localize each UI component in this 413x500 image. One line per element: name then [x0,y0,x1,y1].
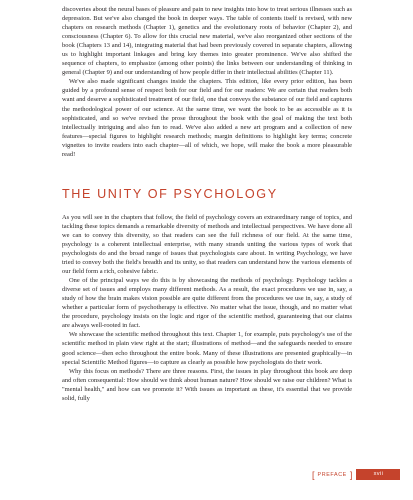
page-number: xvii [356,469,400,480]
running-footer-label: PREFACE [317,471,347,478]
bracket-right-icon: ] [349,469,353,480]
body-text-column [62,5,352,403]
paragraph: We showcase the scientific method throughout this text. Chapter 1, for example, puts psychology's use of the scientific method in plain view right at the start; illustrations of method—and the safeguards needed to ensure good science—then echo throughout the entire book. Many of these illustrations are presented graphically—in special Scientific Method figures—to capture as clearly as possible how psychologists do their work. [62,331,352,366]
paragraph: discoveries about the neural bases of pleasure and pain to new insights into how to treat serious illnesses such as depression. But we've also changed the book in deeper ways. The table of contents itself is revised, with new chapters on research methods (Chapter 1), genetics and the evolutionary roots of behavior (Chapter 2), and consciousness (Chapter 6). To allow for this crucial new material, we've also reorganized other sections of the book (Chapters 13 and 14), integrating material that had been previously covered in separate chapters, allowing us to highlight important linkages and bring key themes into greater prominence. We've also shifted the sequence of chapters, to emphasize (among other points) the links between our understanding of thinking in general (Chapter 9) and our understanding of how people differ in their intellectual abilities (Chapter 11). [62,6,352,77]
section-heading: THE UNITY OF PSYCHOLOGY [62,186,278,201]
paragraph: One of the principal ways we do this is by showcasing the methods of psychology. Psychology tackles a diverse set of issues and employs many different methods. As a result, the exact procedures we use in, say, a study of how the brain makes vision possible are quite different from the procedures we use in, say, a study of whether a particular form of psychotherapy is effective. No matter what the issue, though, and no matter what the procedure, psychology insists on the logic and rigor of the scientific method, guaranteeing that our claims are always well-rooted in fact. [62,277,352,330]
paragraph: We've also made significant changes inside the chapters. This edition, like every prior edition, has been guided by a profound sense of respect both for our field and for our readers: We are certain that readers both want and deserve a sophisticated treatment of our field, one that conveys the substance of our field and captures the methodological power of our science. At the same time, we want the book to be as accessible as it is sophisticated, and so we've revised the prose throughout the book with the goal of making the text both intellectually intriguing and also fun to read. We've also added a new art program and a collection of new features—special figures to highlight research methods; margin definitions to highlight key terms; concrete vignettes to invite readers into each chapter—all of which, we hope, will make the book a more pleasurable read! [62,78,352,158]
paragraph: As you will see in the chapters that follow, the field of psychology covers an extraordinary range of topics, and tackling these topics demands a remarkable diversity of methods and intellectual perspectives. We have done all we can to convey this diversity, so that readers can see the full richness of our field. At the same time, psychology is a coherent intellectual enterprise, with many strands uniting the various types of work that psychologists do and the broad range of issues that psychologists care about. In writing Psychology, we have tried to convey both the field's breadth and its unity, so that readers can understand how the various elements of our field form a rich, cohesive fabric. [62,213,352,276]
page-folio [312,469,400,480]
paragraph: Why this focus on methods? There are three reasons. First, the issues in play throughout this book are deep and often consequential: How should we think about human nature? How should we raise our children? What is "mental health," and how can we promote it? With issues as important as these, it's essential that we provide solid, fully [62,367,352,402]
bracket-left-icon: [ [312,469,315,480]
